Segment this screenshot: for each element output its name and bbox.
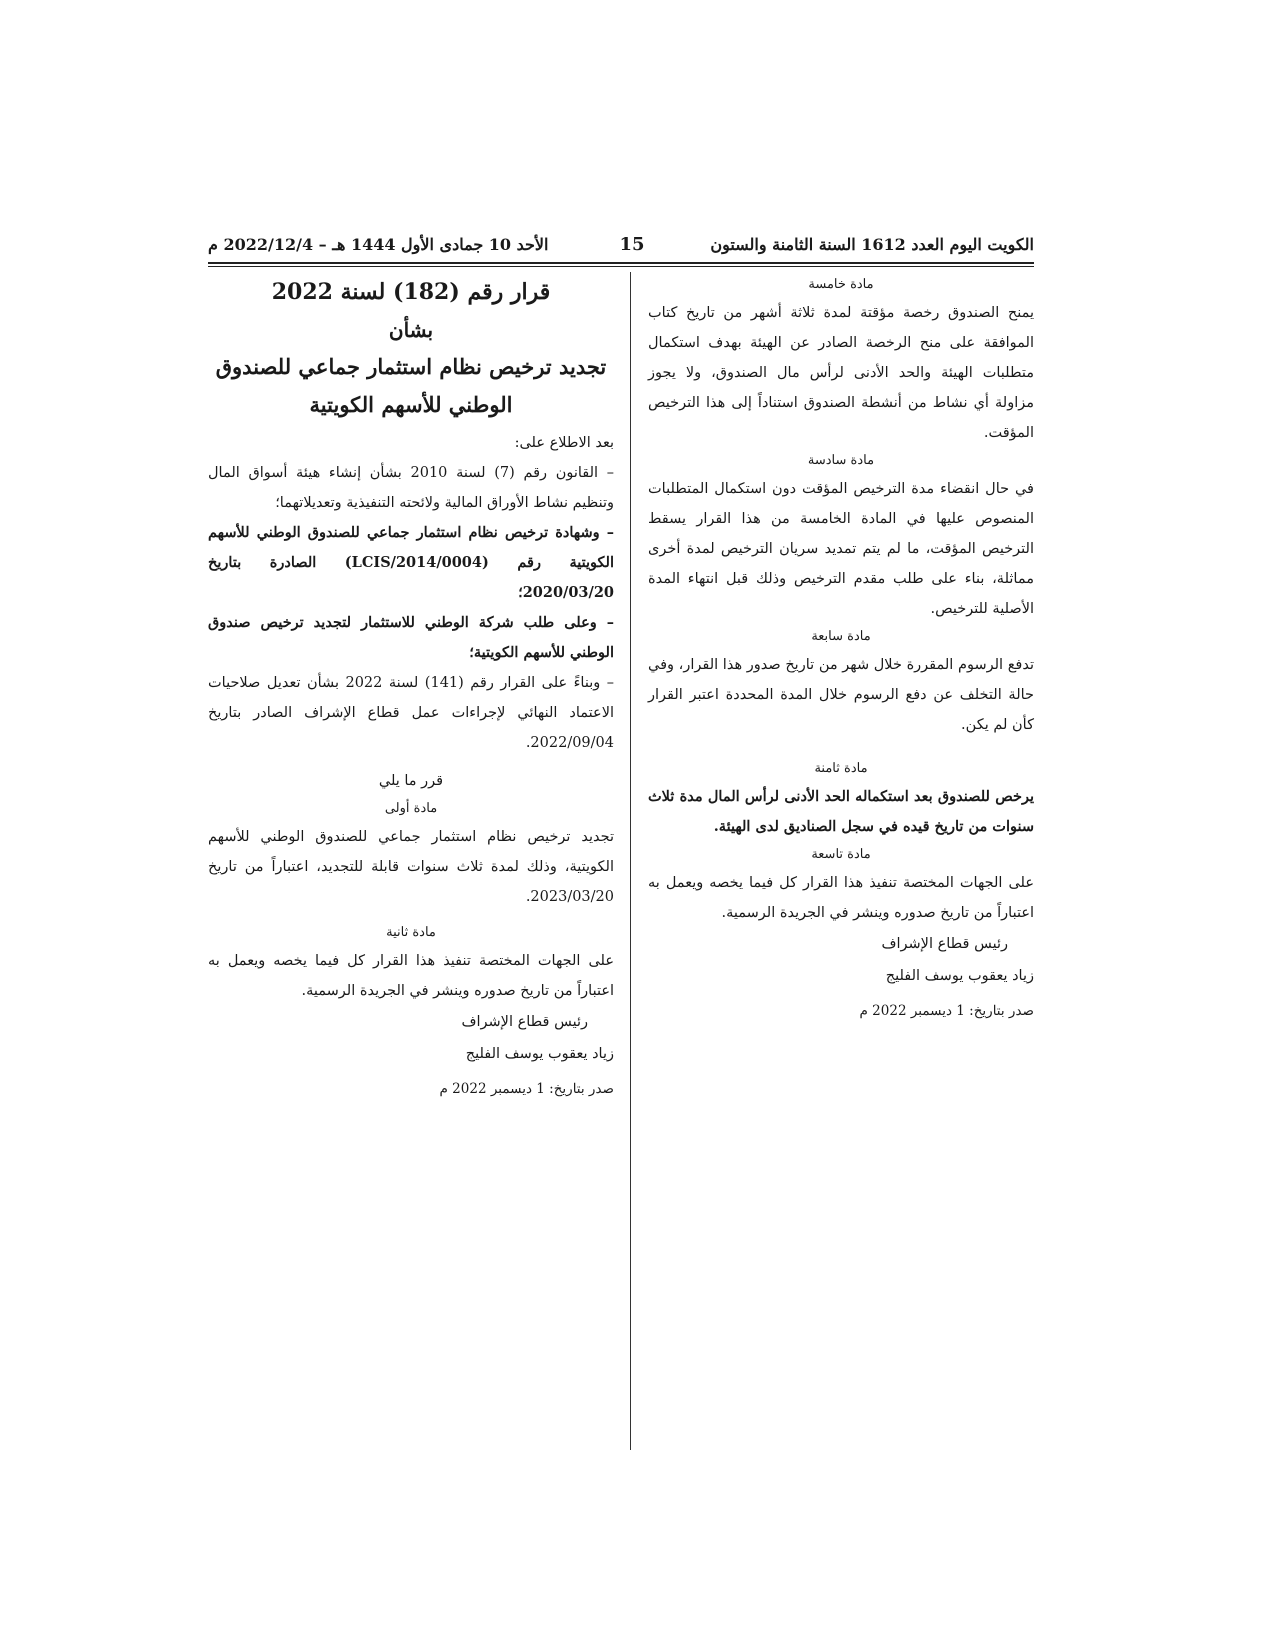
page-number: 15 — [619, 234, 645, 255]
article-8-text: يرخص للصندوق بعد استكماله الحد الأدنى لرأس المال مدة ثلاث سنوات من تاريخ قيده في سجل الصناديق لدى الهيئة. — [648, 788, 1034, 835]
signer-title: رئيس قطاع الإشراف — [881, 936, 1008, 952]
article-6-title: مادة سادسة — [807, 453, 875, 468]
article-1-text: تجديد ترخيص نظام استثمار جماعي للصندوق الوطني للأسهم الكويتية، وذلك لمدة ثلاث سنوات قابلة للتجديد، اعتباراً من تاريخ 2023/03/20. — [208, 829, 614, 905]
article-2-text: على الجهات المختصة تنفيذ هذا القرار كل فيما يخصه ويعمل به اعتباراً من تاريخ صدوره وينشر في الجريدة الرسمية. — [208, 953, 614, 999]
decided-line: قرر ما يلي — [378, 773, 444, 789]
article-7-text: تدفع الرسوم المقررة خلال شهر من تاريخ صدور هذا القرار، وفي حالة التخلف عن دفع الرسوم خلال المدة المحددة اعتبر القرار كأن لم يكن. — [648, 657, 1034, 733]
preamble-item-2: – وشهادة ترخيص نظام استثمار جماعي للصندوق الوطني للأسهم الكويتية رقم (LCIS/2014/0004) الصادرة بتاريخ 2020/03/20؛ — [208, 524, 614, 601]
right-column — [648, 272, 1034, 1026]
article-7-title: مادة سابعة — [811, 629, 871, 644]
issue-date: صدر بتاريخ: 1 ديسمبر 2022 م — [439, 1081, 614, 1097]
article-9-title: مادة تاسعة — [811, 847, 871, 862]
article-5-title: مادة خامسة — [808, 277, 874, 292]
header-rule-thin — [208, 266, 1034, 267]
header-date: الأحد 10 جمادى الأول 1444 هـ – 2022/12/4 م — [208, 235, 549, 254]
left-column — [208, 272, 614, 1104]
signer-name: زياد يعقوب يوسف الفليج — [885, 968, 1034, 984]
signer-name: زياد يعقوب يوسف الفليج — [465, 1046, 614, 1062]
header-issue-info: الكويت اليوم العدد 1612 السنة الثامنة والستون — [710, 235, 1034, 254]
article-5-text: يمنح الصندوق رخصة مؤقتة لمدة ثلاثة أشهر من تاريخ كتاب الموافقة على منح الرخصة الصادر عن الهيئة بهدف استكمال متطلبات الهيئة والحد الأدنى لرأس مال الصندوق، ولا يجوز مزاولة أي نشاط من أنشطة الصندوق استناداً إلى هذا الترخيص المؤقت. — [648, 305, 1034, 441]
decision-subject: تجديد ترخيص نظام استثمار جماعي للصندوق الوطني للأسهم الكويتية — [215, 354, 607, 417]
article-2-title: مادة ثانية — [386, 925, 436, 940]
page-header — [208, 228, 1034, 262]
preamble-item-3: – وعلى طلب شركة الوطني للاستثمار لتجديد ترخيص صندوق الوطني للأسهم الكويتية؛ — [208, 614, 614, 661]
article-6-text: في حال انقضاء مدة الترخيص المؤقت دون استكمال المتطلبات المنصوص عليها في المادة الخامسة من هذا القرار يسقط الترخيص المؤقت، ما لم يتم تمديد سريان الترخيص لمدة أخرى مماثلة، بناء على طلب مقدم الترخيص وذلك قبل انتهاء المدة الأصلية للترخيص. — [648, 481, 1034, 617]
issue-date: صدر بتاريخ: 1 ديسمبر 2022 م — [859, 1003, 1034, 1019]
column-divider — [630, 272, 631, 1450]
article-8-title: مادة ثامنة — [814, 761, 868, 776]
decision-intro: بعد الاطلاع على: — [514, 435, 614, 451]
preamble-item-1: – القانون رقم (7) لسنة 2010 بشأن إنشاء هيئة أسواق المال وتنظيم نشاط الأوراق المالية ولائحته التنفيذية وتعديلاتهما؛ — [208, 465, 614, 511]
decision-regarding: بشأن — [388, 318, 434, 342]
decision-title: قرار رقم (182) لسنة 2022 — [271, 279, 551, 305]
header-rule — [208, 262, 1034, 264]
article-9-text: على الجهات المختصة تنفيذ هذا القرار كل فيما يخصه ويعمل به اعتباراً من تاريخ صدوره وينشر في الجريدة الرسمية. — [648, 875, 1034, 921]
article-1-title: مادة أولى — [384, 801, 438, 816]
preamble-item-4: – وبناءً على القرار رقم (141) لسنة 2022 بشأن تعديل صلاحيات الاعتماد النهائي لإجراءات عمل قطاع الإشراف الصادر بتاريخ 2022/09/04. — [208, 675, 614, 751]
signer-title: رئيس قطاع الإشراف — [461, 1014, 588, 1030]
